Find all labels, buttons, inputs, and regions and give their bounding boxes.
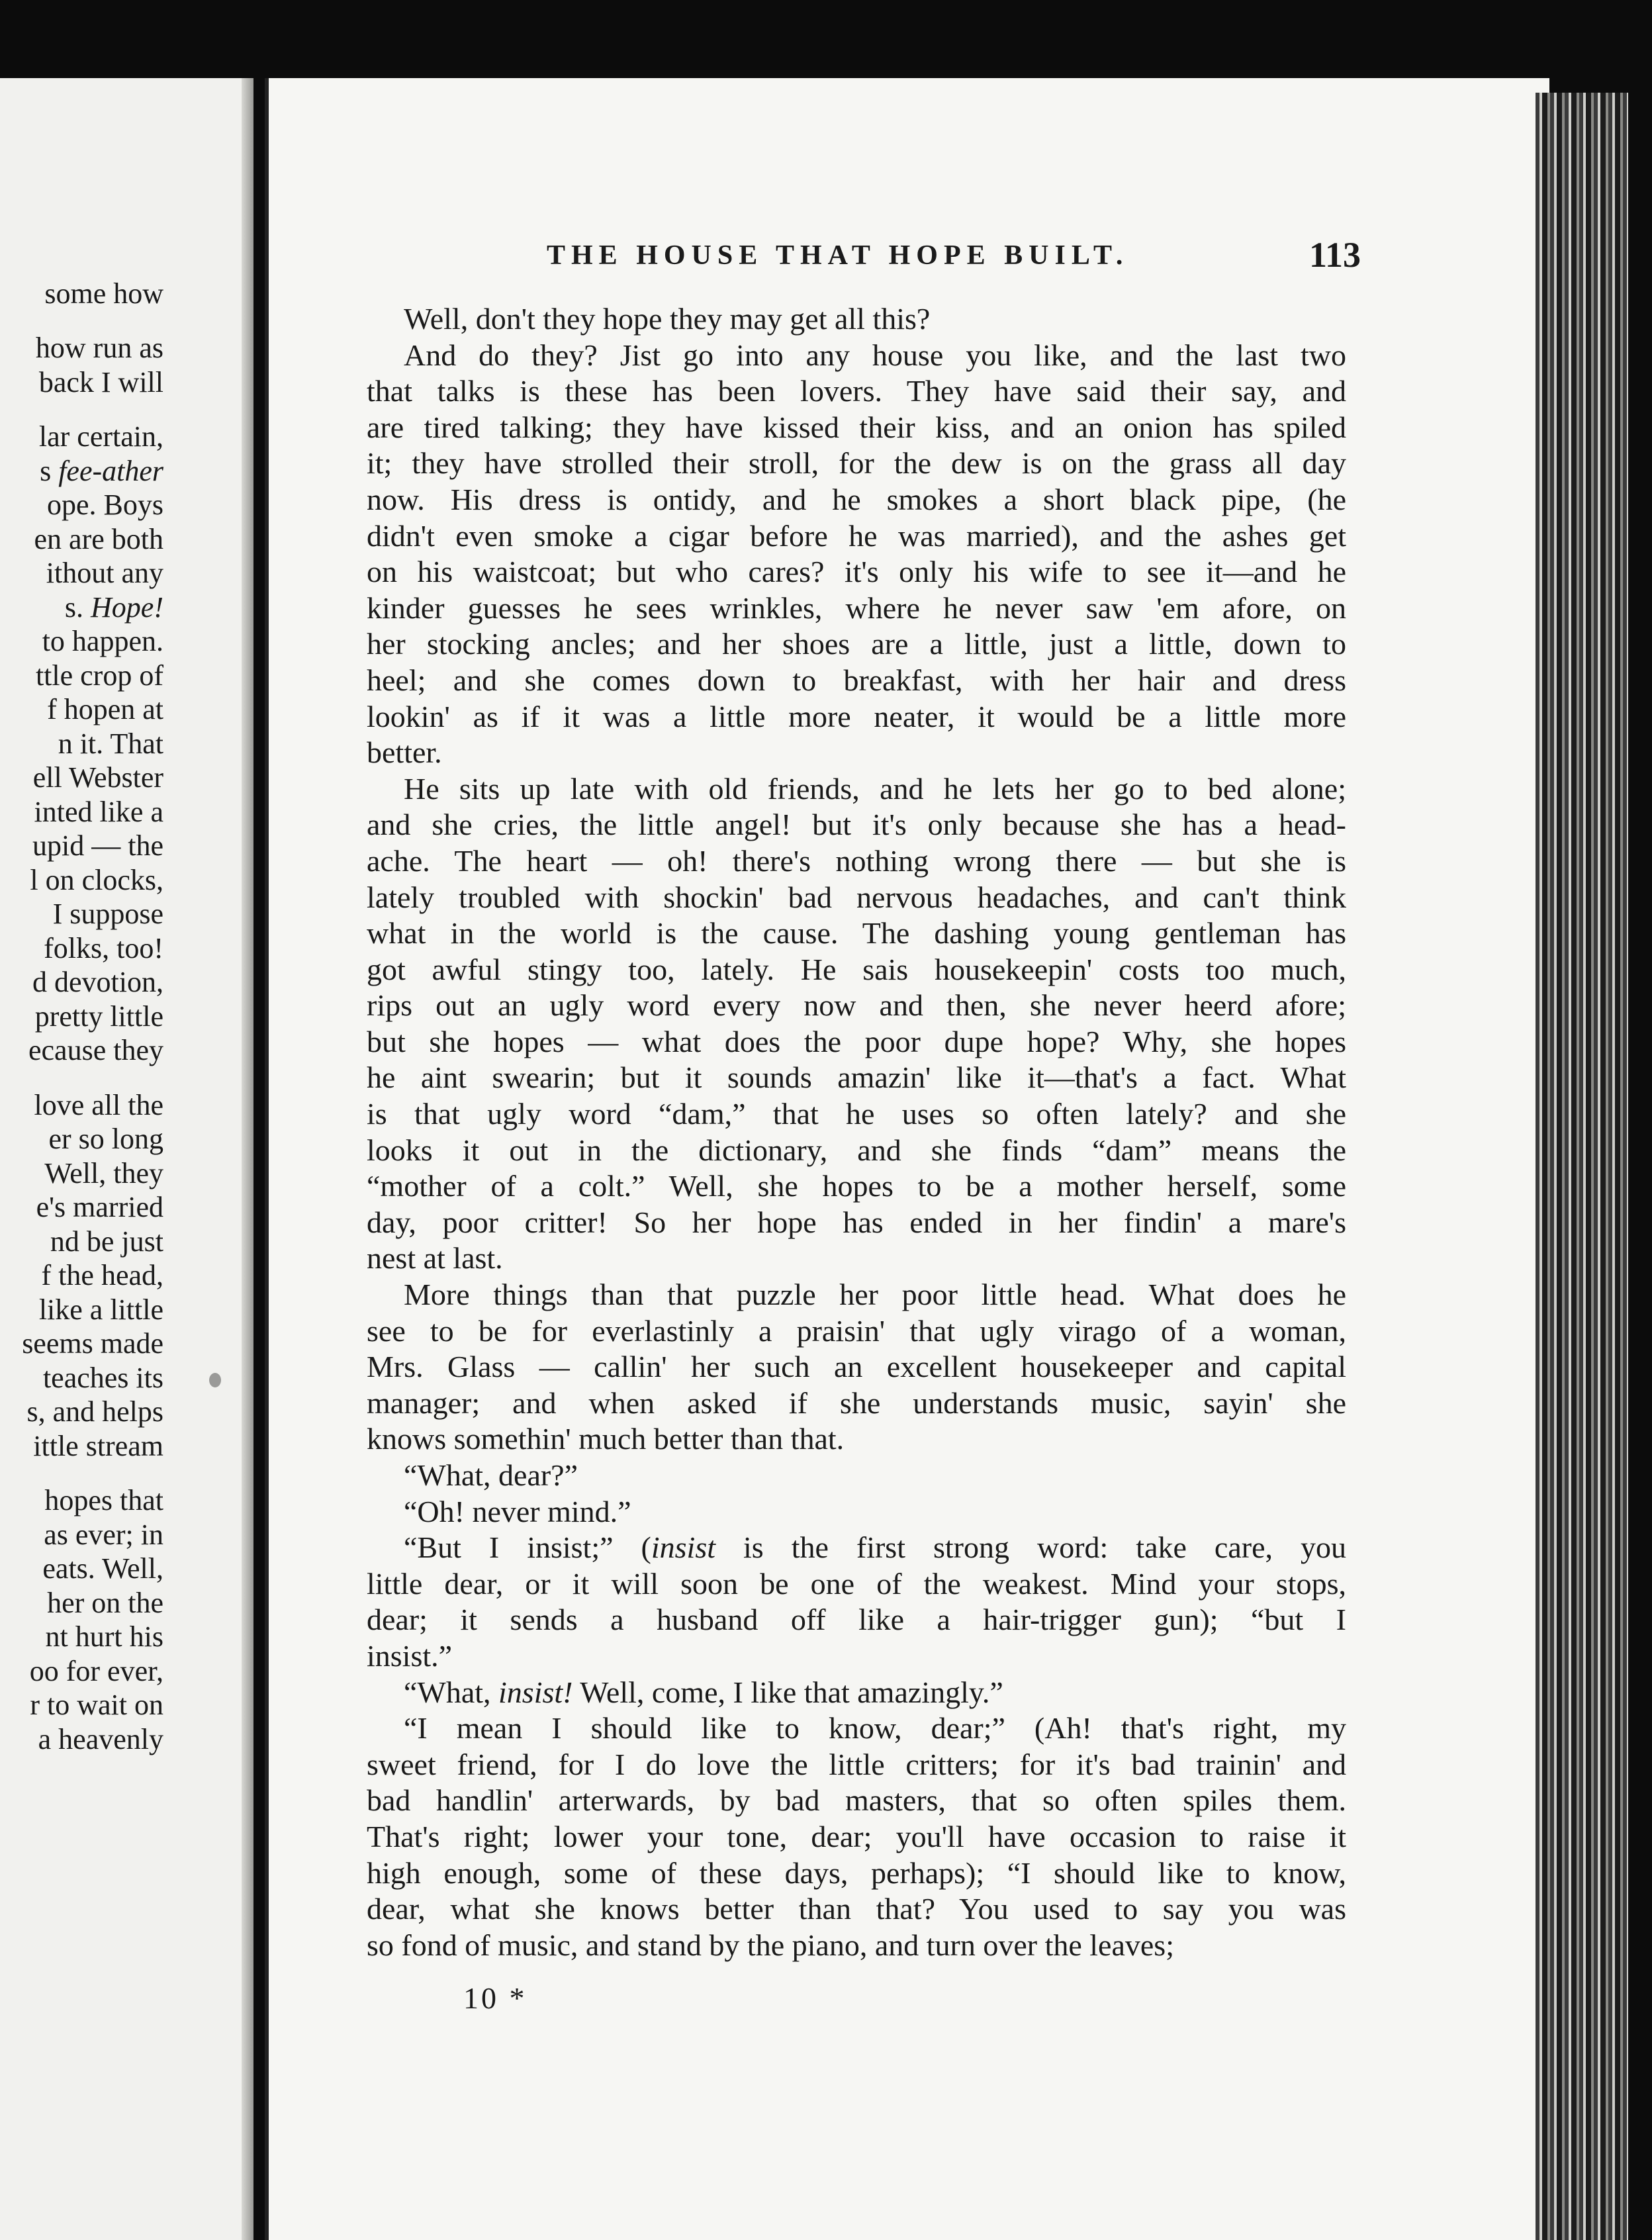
left-page-line: ittle stream — [33, 1429, 163, 1462]
page-gutter — [242, 78, 253, 2240]
left-page-line: seems made — [22, 1327, 163, 1360]
left-page-line: n it. That — [58, 727, 163, 760]
left-page — [0, 78, 253, 2240]
body-line: “But I insist;” (insist is the first strong word: take care, you — [404, 1530, 1346, 1565]
body-line: better. — [367, 735, 442, 770]
body-line: see to be for everlastinly a praisin' that ugly virago of a woman, — [367, 1313, 1346, 1348]
left-page-line: a heavenly — [38, 1722, 163, 1755]
left-page-line: ithout any — [46, 557, 163, 590]
left-page-line: back I will — [38, 365, 163, 398]
left-page-line: eats. Well, — [42, 1552, 163, 1585]
left-page-line: ecause they — [28, 1034, 163, 1067]
body-line: nest at last. — [367, 1241, 503, 1276]
left-page-line: how run as — [35, 332, 163, 365]
left-page-line: en are both — [34, 522, 163, 555]
left-page-line: r to wait on — [30, 1689, 163, 1722]
left-page-line: er so long — [48, 1123, 163, 1156]
left-page-line: inted like a — [34, 795, 163, 828]
body-line: ache. The heart — oh! there's nothing wrong there — but she is — [367, 843, 1346, 878]
body-line: knows somethin' much better than that. — [367, 1422, 845, 1456]
body-line: kinder guesses he sees wrinkles, where he never saw 'em afore, on — [367, 590, 1346, 625]
left-page-line: upid — the — [32, 829, 163, 863]
left-page-line: as ever; in — [44, 1518, 163, 1551]
body-line: is that ugly word “dam,” that he uses so often lately? and she — [367, 1097, 1346, 1131]
body-line: manager; and when asked if she understands music, sayin' she — [367, 1385, 1346, 1420]
left-page-line: love all the — [34, 1088, 163, 1121]
body-line: That's right; lower your tone, dear; you'll have occasion to raise it — [367, 1819, 1346, 1853]
left-page-line: lar certain, — [38, 420, 163, 453]
left-page-line: l on clocks, — [30, 863, 163, 896]
body-line: on his waistcoat; but who cares? it's only his wife to see it—and he — [367, 555, 1346, 589]
body-line: dear, what she knows better than that? You used to say you was — [367, 1892, 1346, 1926]
left-page-line: to happen. — [42, 625, 163, 658]
body-line: day, poor critter! So her hope has ended in her findin' a mare's — [367, 1205, 1346, 1239]
body-line: dear; it sends a husband off like a hair-trigger gun); “but I — [367, 1603, 1346, 1637]
body-line: and she cries, the little angel! but it's only because she has a head- — [367, 808, 1346, 842]
left-page-line: d devotion, — [32, 966, 163, 999]
left-page-line: ttle crop of — [35, 659, 163, 692]
body-line: high enough, some of these days, perhaps); “I should like to know, — [367, 1855, 1346, 1890]
left-page-line: nt hurt his — [45, 1620, 163, 1654]
body-line: lookin' as if it was a little more neater, it would be a little more — [367, 699, 1346, 733]
body-line: heel; and she comes down to breakfast, with her hair and dress — [367, 663, 1346, 697]
body-line: “Oh! never mind.” — [404, 1494, 631, 1528]
body-line: “I mean I should like to know, dear;” (Ah! that's right, my — [404, 1711, 1346, 1746]
page-number: 113 — [1308, 235, 1361, 275]
body-text — [367, 301, 1346, 1963]
body-line: didn't even smoke a cigar before he was married), and the ashes get — [367, 518, 1346, 553]
running-title: THE HOUSE THAT HOPE BUILT. — [547, 240, 1129, 271]
left-page-line: s, and helps — [26, 1395, 163, 1428]
body-line: insist.” — [367, 1638, 453, 1673]
left-page-line: nd be just — [50, 1225, 163, 1258]
body-line: what in the world is the cause. The dashing young gentleman has — [367, 916, 1346, 951]
body-line: it; they have strolled their stroll, for the dew is on the grass all day — [367, 446, 1346, 481]
left-page-line: I suppose — [52, 898, 163, 931]
body-line: are tired talking; they have kissed their kiss, and an onion has spiled — [367, 410, 1346, 444]
page-header — [547, 235, 1361, 279]
body-line: “mother of a colt.” Well, she hopes to be a mother herself, some — [367, 1169, 1346, 1203]
left-page-line: ope. Boys — [47, 489, 163, 522]
body-line: little dear, or it will soon be one of the weakest. Mind your stops, — [367, 1566, 1346, 1601]
body-first-line: Well, don't they hope they may get all this? — [404, 302, 931, 336]
body-line: “What, dear?” — [404, 1458, 578, 1492]
left-page-line: Well, they — [44, 1156, 163, 1190]
body-line: Mrs. Glass — callin' her such an excellent housekeeper and capital — [367, 1350, 1346, 1384]
left-page-line: f the head, — [41, 1259, 163, 1292]
body-line: He sits up late with old friends, and he lets her go to bed alone; — [404, 771, 1346, 806]
left-page-line: s fee-ather — [40, 454, 163, 487]
body-line: bad handlin' arterwards, by bad masters, that so often spiles them. — [367, 1783, 1346, 1818]
left-page-line: some how — [44, 277, 163, 310]
body-line: so fond of music, and stand by the piano, and turn over the leaves; — [367, 1928, 1174, 1962]
body-line: but she hopes — what does the poor dupe hope? Why, she hopes — [367, 1024, 1346, 1058]
body-line: lately troubled with shockin' bad nervous headaches, and can't think — [367, 880, 1346, 914]
body-line: got awful stingy too, lately. He sais housekeepin' costs too much, — [367, 952, 1346, 986]
body-line: that talks is these has been lovers. They have said their say, and — [367, 374, 1346, 408]
body-line: “What, insist! Well, come, I like that amazingly.” — [404, 1675, 1003, 1709]
left-page-line: hopes that — [44, 1484, 163, 1517]
left-page-line: pretty little — [34, 1000, 163, 1033]
body-line: her stocking ancles; and her shoes are a little, just a little, down to — [367, 627, 1346, 661]
body-line: he aint swearin; but it sounds amazin' like it—that's a fact. What — [367, 1060, 1346, 1095]
left-page-line: f hopen at — [47, 693, 163, 726]
left-page-line: her on the — [47, 1586, 163, 1619]
signature-mark: 10 * — [463, 1981, 528, 2015]
left-page-line: s. Hope! — [64, 590, 163, 624]
left-page-line: folks, too! — [44, 931, 163, 964]
left-page-line: ell Webster — [32, 761, 163, 794]
left-page-line: e's married — [36, 1191, 163, 1224]
paper-speck — [209, 1373, 221, 1387]
left-page-line: oo for ever, — [29, 1654, 163, 1687]
left-page-line: teaches its — [42, 1361, 163, 1394]
body-line: rips out an ugly word every now and then, she never heerd afore; — [367, 988, 1346, 1023]
body-line: sweet friend, for I do love the little critters; for it's bad trainin' and — [367, 1747, 1346, 1781]
body-line: And do they? Jist go into any house you like, and the last two — [404, 338, 1346, 372]
page-edges — [1536, 93, 1628, 2240]
body-line: now. His dress is ontidy, and he smokes a short black pipe, (he — [367, 482, 1346, 516]
body-line: looks it out in the dictionary, and she finds “dam” means the — [367, 1133, 1346, 1167]
body-line: More things than that puzzle her poor little head. What does he — [404, 1278, 1346, 1312]
left-page-line: like a little — [38, 1293, 163, 1326]
